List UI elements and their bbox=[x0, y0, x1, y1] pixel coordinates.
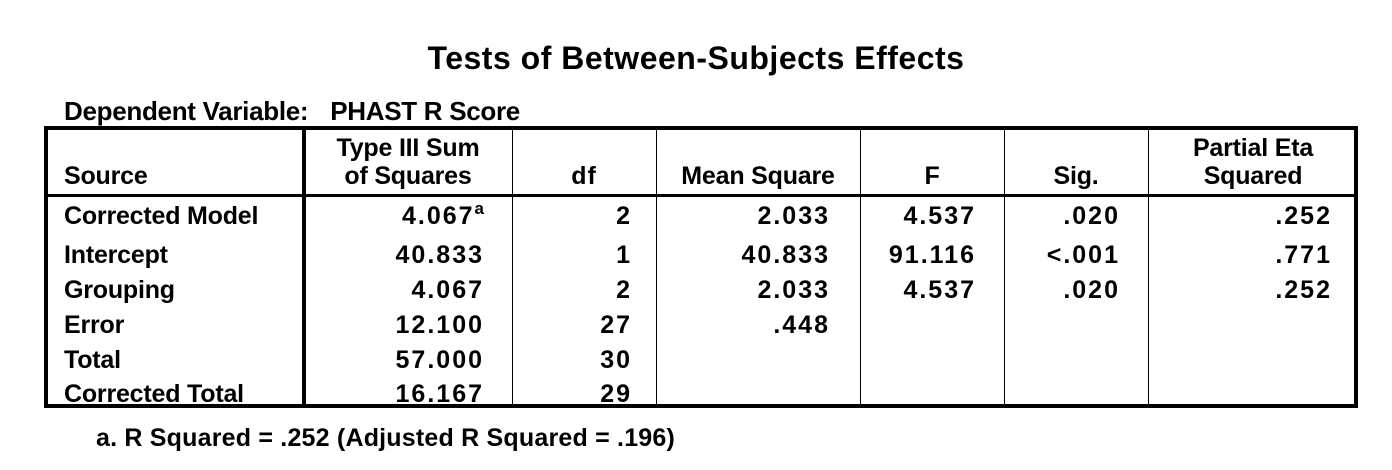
header-df: df bbox=[571, 162, 597, 190]
row-df: 30 bbox=[600, 346, 632, 374]
row-sum-of-squares: 40.833 bbox=[395, 241, 484, 269]
row-df: 2 bbox=[616, 276, 632, 304]
dependent-variable-value: PHAST R Score bbox=[330, 96, 520, 126]
row-df: 2 bbox=[616, 202, 632, 230]
header-mean-square: Mean Square bbox=[681, 162, 835, 190]
row-source: Corrected Total bbox=[64, 380, 244, 408]
header-eta-line1: Partial Eta bbox=[1192, 134, 1314, 162]
header-eta-line2: Squared bbox=[1203, 162, 1303, 190]
row-sum-of-squares: 12.100 bbox=[395, 311, 484, 339]
row-f: 4.537 bbox=[903, 202, 976, 230]
row-mean-square: .448 bbox=[773, 311, 830, 339]
header-ss-line2: of Squares bbox=[344, 162, 472, 190]
row-sum-of-squares: 4.067 bbox=[411, 276, 484, 304]
row-sum-of-squares: 4.067$^a$ bbox=[401, 199, 484, 230]
row-sig: <.001 bbox=[1046, 241, 1120, 269]
header-sig: Sig. bbox=[1053, 162, 1099, 190]
row-df: 29 bbox=[600, 380, 632, 408]
row-sig: .020 bbox=[1063, 202, 1120, 230]
row-source: Corrected Model bbox=[64, 202, 259, 230]
row-source: Error bbox=[64, 311, 125, 339]
header-sum-of-squares bbox=[308, 134, 508, 190]
header-source: Source bbox=[64, 162, 148, 190]
row-source: Grouping bbox=[64, 276, 175, 304]
header-partial-eta bbox=[1148, 134, 1358, 190]
row-sig: .020 bbox=[1063, 276, 1120, 304]
header-ss-line1: Type III Sum bbox=[336, 134, 480, 162]
row-mean-square: 2.033 bbox=[757, 276, 830, 304]
table-title: Tests of Between-Subjects Effects bbox=[427, 40, 965, 76]
row-partial-eta: .252 bbox=[1275, 202, 1332, 230]
row-f: 4.537 bbox=[903, 276, 976, 304]
table-footnote: a. R Squared = .252 (Adjusted R Squared = .196) bbox=[96, 424, 676, 452]
header-f: F bbox=[924, 162, 940, 190]
row-mean-square: 40.833 bbox=[741, 241, 830, 269]
row-df: 1 bbox=[616, 241, 632, 269]
row-sum-of-squares: 16.167 bbox=[395, 380, 484, 408]
dependent-variable-label: Dependent Variable: bbox=[64, 96, 309, 126]
row-source: Intercept bbox=[64, 241, 168, 269]
dependent-variable-line bbox=[64, 96, 520, 127]
row-partial-eta: .252 bbox=[1275, 276, 1332, 304]
row-f: 91.116 bbox=[888, 241, 976, 269]
column-divider bbox=[302, 130, 306, 404]
row-sum-of-squares: 57.000 bbox=[395, 346, 484, 374]
row-mean-square: 2.033 bbox=[757, 202, 830, 230]
row-partial-eta: .771 bbox=[1275, 241, 1332, 269]
row-source: Total bbox=[64, 346, 121, 374]
footnote-marker: a bbox=[474, 199, 484, 218]
header-divider bbox=[48, 194, 1354, 197]
anova-table bbox=[44, 126, 1358, 408]
row-df: 27 bbox=[600, 311, 632, 339]
